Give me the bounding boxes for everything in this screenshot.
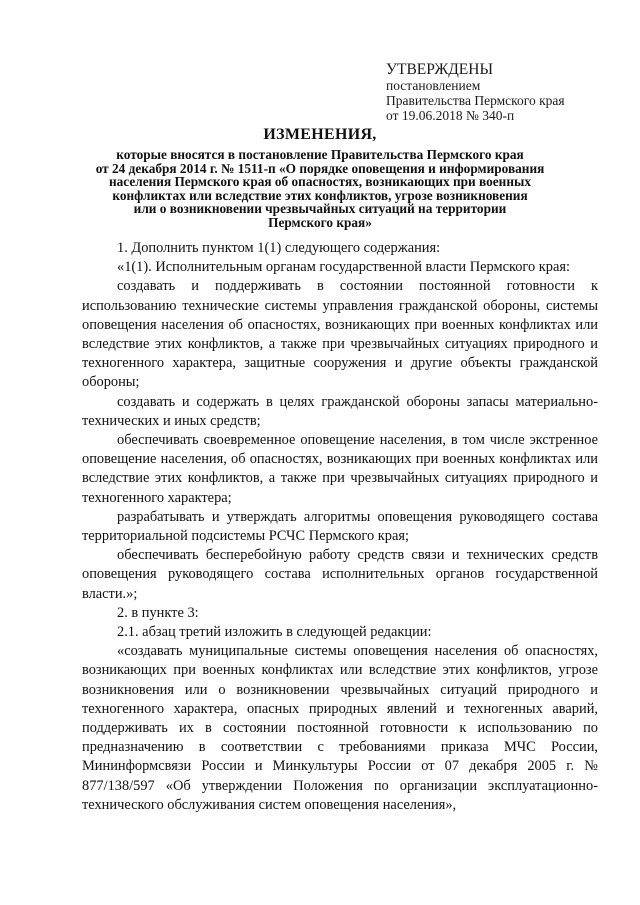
paragraph-municipal-systems: «создавать муниципальные системы оповещения населения об опасностях, возникающих при военных конфликтах или вследствие этих конфликтов, угрозе возникновения или о возникновении чрезвычайных ситуаций природного и техногенного характера, опасных природных явлений и техногенных аварий, поддерживать их в состоянии постоянной готовности к использованию по предназначению в соответствии с требованиями приказа МЧС России, Мининформсвязи России и Минкультуры России от 07 декабря 2005 г. № 877/138/597 «Об утверждении Положения по организации эксплуатационно-технического обслуживания систем оповещения населения», <box>82 643 598 813</box>
subtitle-line: конфликтах или вследствие этих конфликтов, угрозе возникновения <box>112 187 528 203</box>
paragraph-item-1: 1. Дополнить пунктом 1(1) следующего содержания: <box>117 240 441 256</box>
subtitle-line: Пермского края» <box>268 214 372 230</box>
approval-line-date-number: от 19.06.2018 № 340-п <box>386 108 515 123</box>
document-title: ИЗМЕНЕНИЯ, <box>263 126 377 143</box>
approval-heading: УТВЕРЖДЕНЫ <box>386 61 493 78</box>
paragraph-communication-means: обеспечивать бесперебойную работу средств связи и технических средств оповещения руководящего состава исполнительных органов государственной власти.»; <box>82 547 598 602</box>
paragraph-timely-warning: обеспечивать своевременное оповещение населения, в том числе экстренное оповещение населения, об опасностях, возникающих при военных конфликтах или вследствие этих конфликтов, а также при чрезвычайных ситуациях природного и техногенного характера; <box>82 432 598 506</box>
subtitle-line: от 24 декабря 2014 г. № 1511-п «О порядке оповещения и информирования <box>95 160 545 176</box>
approval-line-government: Правительства Пермского края <box>386 93 565 108</box>
subtitle-line: или о возникновении чрезвычайных ситуаций на территории <box>133 201 507 216</box>
subtitle-line: которые вносятся в постановление Правительства Пермского края <box>116 147 524 162</box>
paragraph-item-2: 2. в пункте 3: <box>117 604 199 621</box>
paragraph-warning-algorithms: разрабатывать и утверждать алгоритмы оповещения руководящего состава территориальной подсистемы РСЧС Пермского края; <box>82 508 598 545</box>
approval-stamp <box>386 62 626 123</box>
subtitle-line: населения Пермского края об опасностях, возникающих при военных <box>108 174 532 189</box>
document-body <box>82 239 598 815</box>
approval-line-resolution: постановлением <box>386 78 481 93</box>
paragraph-item-2-1: 2.1. абзац третий изложить в следующей редакции: <box>117 624 432 641</box>
paragraph-material-reserves: создавать и содержать в целях гражданской обороны запасы материально-технических и иных средств; <box>82 393 598 429</box>
paragraph-technical-systems: создавать и поддерживать в состоянии постоянной готовности к использованию технические системы управления гражданской обороны, системы оповещения населения об опасностях, возникающих при военных конфликтах или вследствие этих конфликтов, а также при чрезвычайных ситуациях природного и техногенного характера, защитные сооружения и другие объекты гражданской обороны; <box>82 278 598 391</box>
paragraph-clause-1-1: «1(1). Исполнительным органам государственной власти Пермского края: <box>117 259 570 276</box>
document-subtitle <box>60 148 580 229</box>
